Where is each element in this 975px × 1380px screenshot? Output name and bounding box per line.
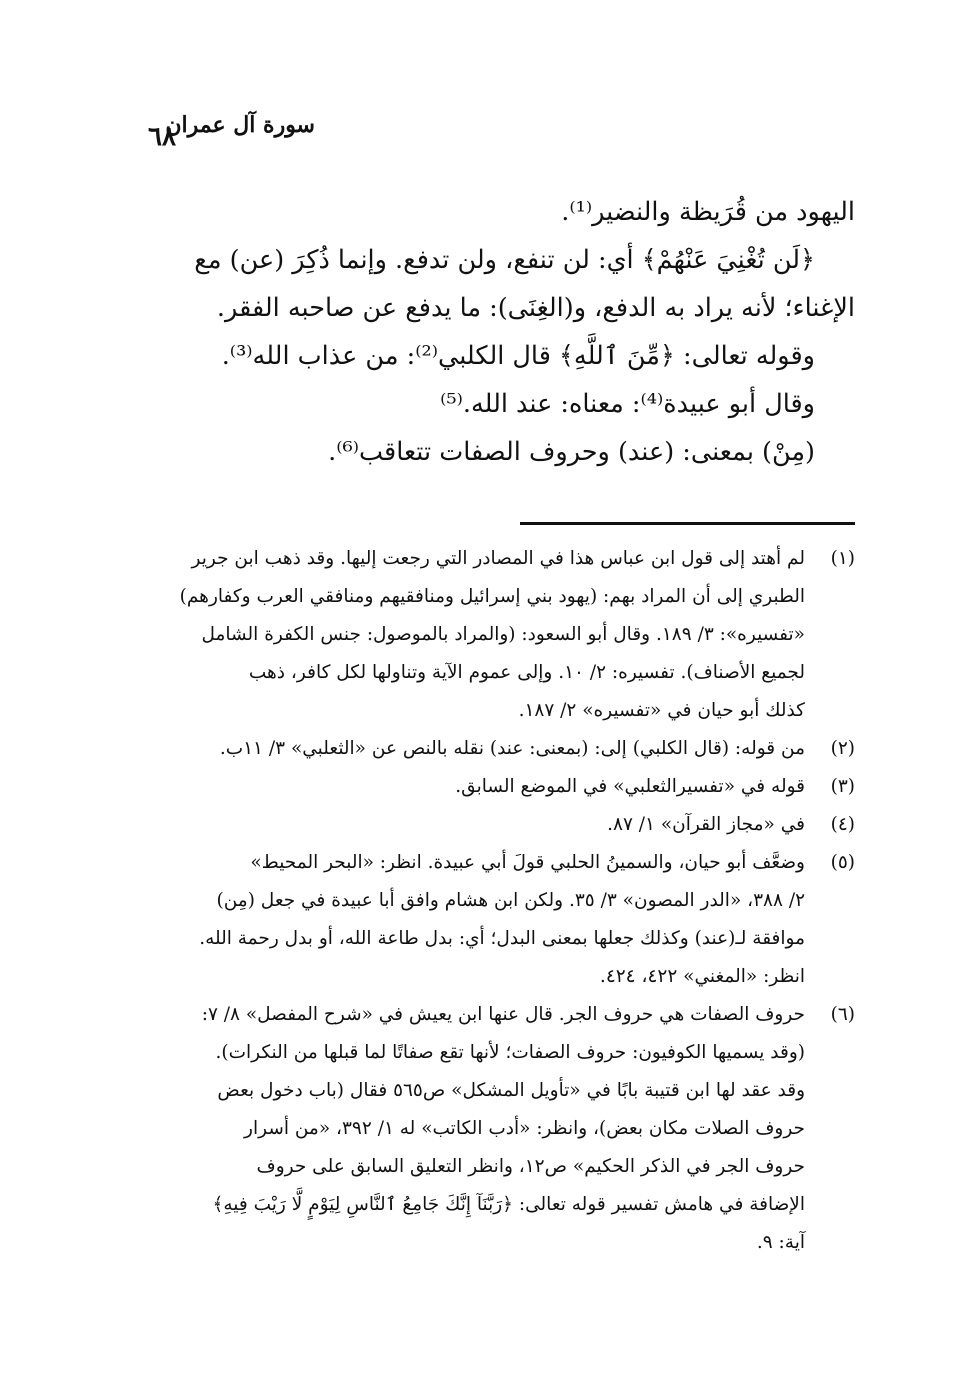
footnote (115, 844, 855, 996)
footnote-text (115, 844, 805, 996)
footnote-line: (وقد يسميها الكوفيون: حروف الصفات؛ لأنها تقع صفاتًا لما قبلها من النكرات). (215, 1042, 805, 1063)
footnote (115, 768, 855, 806)
surah-title: سورة آل عمران (165, 112, 315, 138)
footnote-text (115, 768, 805, 806)
main-line: وقال أبو عبيدة⁽⁴⁾: معناه: عند الله.⁽⁵⁾ (440, 389, 815, 419)
footnote-line: انظر: «المغني» ٤٢٢، ٤٢٤. (599, 966, 805, 987)
footnotes (115, 540, 855, 1262)
main-line: ﴿لَن تُغْنِيَ عَنْهُمْ﴾ أي: لن تنفع، ولن تدفع. وإنما ذُكِرَ (عن) مع (194, 245, 815, 275)
footnote-line: حروف الجر في الذكر الحكيم» ص١٢، وانظر التعليق السابق على حروف (256, 1156, 805, 1177)
footnote-line: الطبري إلى أن المراد بهم: (يهود بني إسرائيل ومنافقيهم ومنافقي العرب وكفارهم) (179, 586, 805, 607)
footnote-number: (٥) (830, 852, 855, 873)
footnote-line: حروف الصلات مكان بعض)، وانظر: «أدب الكاتب» له ١/ ٣٩٢، «من أسرار (244, 1118, 805, 1139)
footnote-number: (٢) (830, 738, 855, 759)
footnote-number: (٣) (830, 776, 855, 797)
footnote-separator (520, 522, 855, 525)
footnote-line: «تفسيره»: ٣/ ١٨٩. وقال أبو السعود: (والمراد بالموصول: جنس الكفرة الشامل (201, 624, 805, 645)
footnote (115, 730, 855, 768)
footnote (115, 540, 855, 730)
page-number: ٦٨ (148, 122, 176, 152)
footnote-line: في «مجاز القرآن» ١/ ٨٧. (607, 814, 805, 835)
footnote-line: قوله في «تفسيرالثعلبي» في الموضع السابق. (455, 776, 805, 797)
footnote-line: وقد عقد لها ابن قتيبة بابًا في «تأويل المشكل» ص٥٦٥ فقال (باب دخول بعض (217, 1080, 805, 1101)
footnote-line: من قوله: (قال الكلبي) إلى: (بمعنى: عند) نقله بالنص عن «الثعلبي» ٣/ ١١ب. (219, 738, 805, 759)
footnote-number: (٦) (830, 1004, 855, 1025)
footnote-line: كذلك أبو حيان في «تفسيره» ٢/ ١٨٧. (518, 700, 805, 721)
footnote-line: حروف الصفات هي حروف الجر. قال عنها ابن يعيش في «شرح المفصل» ٨/ ٧: (201, 1004, 805, 1025)
footnote-line: موافقة لـ(عند) وكذلك جعلها بمعنى البدل؛ أي: بدل طاعة الله، أو بدل رحمة الله. (199, 928, 805, 949)
footnote-line: وضعَّف أبو حيان، والسمينُ الحلبي قولَ أبي عبيدة. انظر: «البحر المحيط» (250, 852, 805, 873)
footnote-line: آية: ٩. (756, 1232, 805, 1253)
main-text (120, 188, 855, 476)
footnote-line: لم أهتد إلى قول ابن عباس هذا في المصادر التي رجعت إليها. وقد ذهب ابن جرير (191, 548, 805, 569)
footnote-number: (٤) (830, 814, 855, 835)
footnote-text (115, 806, 805, 844)
footnote (115, 806, 855, 844)
main-line: وقوله تعالى: ﴿مِّنَ ٱللَّهِ﴾ قال الكلبي⁽²⁾: من عذاب الله⁽³⁾. (221, 341, 815, 371)
footnote-line: لجميع الأصناف). تفسيره: ٢/ ١٠. وإلى عموم الآية وتناولها لكل كافر، ذهب (248, 662, 805, 683)
footnote-text (115, 730, 805, 768)
page-header (120, 112, 855, 152)
footnote-line: الإضافة في هامش تفسير قوله تعالى: ﴿رَبَّنَآ إِنَّكَ جَامِعُ ٱلنَّاسِ لِيَوْمٍ لَّا رَيْبَ فِيهِ﴾ (212, 1194, 805, 1215)
footnote-line: ٢/ ٣٨٨، «الدر المصون» ٣/ ٣٥. ولكن ابن هشام وافق أبا عبيدة في جعل (مِن) (216, 890, 805, 911)
footnote (115, 996, 855, 1262)
main-line: اليهود من قُرَيظة والنضير⁽¹⁾. (561, 197, 855, 227)
footnote-number: (١) (830, 548, 855, 569)
footnote-text (115, 996, 805, 1262)
main-line: (مِنْ) بمعنى: (عند) وحروف الصفات تتعاقب⁽⁶⁾. (328, 437, 815, 467)
footnote-text (115, 540, 805, 730)
main-line: الإغناء؛ لأنه يراد به الدفع، و(الغِنَى): ما يدفع عن صاحبه الفقر. (216, 293, 855, 323)
